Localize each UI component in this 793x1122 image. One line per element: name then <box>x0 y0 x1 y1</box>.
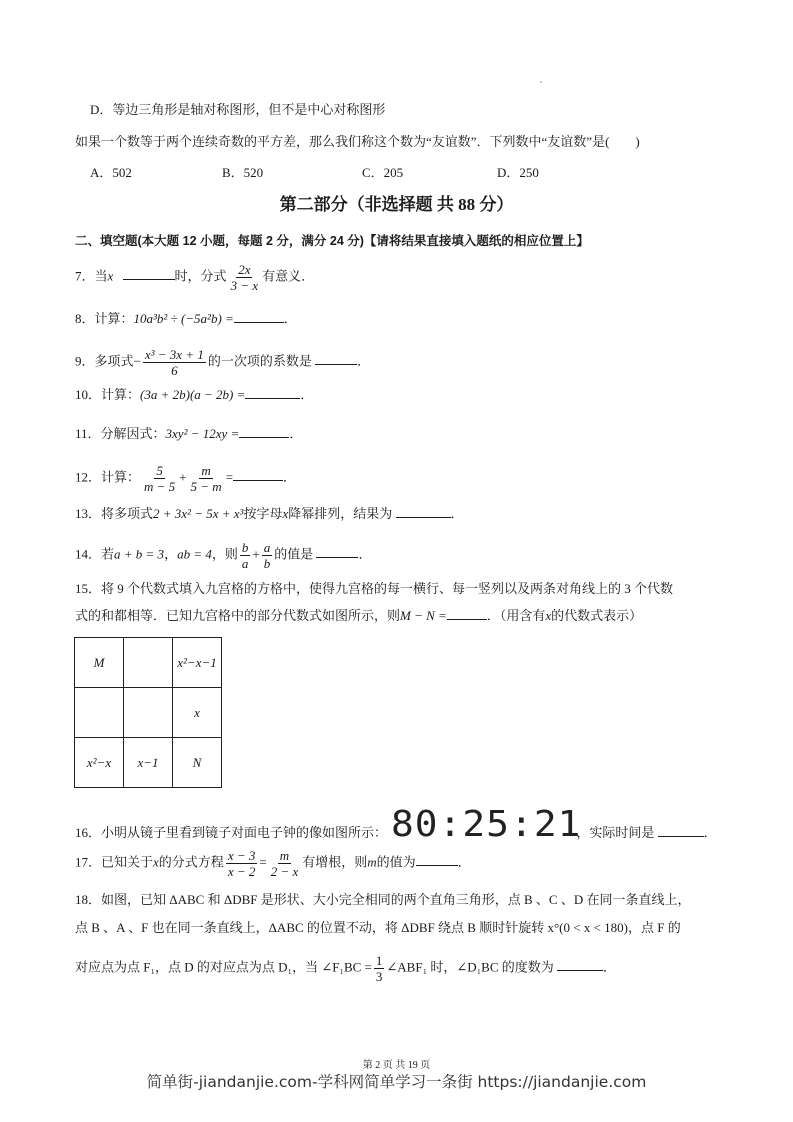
q17-f1-numerator: x − 3 <box>227 848 256 863</box>
q18-line-2: 点 B 、A 、F 也在同一条直线上，ΔABC 的位置不动，将 ΔDBF 绕点 B 顺时针旋转 x°(0 < x < 180)，点 F 的 <box>75 920 681 935</box>
question-6 <box>75 133 640 151</box>
q12-f2-numerator: m <box>201 463 211 478</box>
question-12 <box>75 463 296 494</box>
q15-answer-blank[interactable] <box>447 607 487 620</box>
q9-sign: − <box>133 353 141 369</box>
q9-suffix: 的一次项的系数是 <box>207 353 312 369</box>
q17-f2-denominator: 2 − x <box>270 864 299 879</box>
grid-cell <box>124 638 173 688</box>
q17-suffix2: 的值为 <box>376 854 416 870</box>
q15-text-b: ．（用含有 <box>486 608 546 623</box>
q12-f2-denominator: 5 − m <box>190 479 222 494</box>
q6-option-d[interactable]: D．250 <box>497 165 539 180</box>
q7-mid: 时，分式 <box>174 268 227 284</box>
question-16 <box>75 804 717 852</box>
q12-fraction-2 <box>189 463 224 494</box>
q15-text-c: 的代数式表示） <box>551 608 643 623</box>
part2-title: 第二部分（非选择题 共 88 分） <box>279 195 514 214</box>
q7-denominator: 3 − x <box>230 278 259 293</box>
q7-fraction <box>229 262 261 293</box>
q16-end: ． <box>703 824 717 840</box>
grid-row <box>75 638 222 688</box>
q12-prefix: 12．计算： <box>75 469 141 485</box>
q18-end: ． <box>603 959 617 975</box>
q10-prefix: 10．计算： <box>75 387 141 402</box>
q17-suffix: 有增根，则 <box>302 854 368 870</box>
q18-line-3 <box>75 953 616 984</box>
q14-separator: ， <box>164 546 178 562</box>
q13-expression: 2 + 3x² − 5x + x³ <box>153 506 244 521</box>
q7-answer-blank[interactable] <box>123 267 175 280</box>
q9-prefix: 9．多项式 <box>75 353 134 369</box>
q15-line-2 <box>75 607 642 625</box>
question-8 <box>75 310 297 328</box>
q18-fraction <box>374 953 385 984</box>
q14-condition-2: ab = 4 <box>177 546 212 562</box>
q18-line-1: 18．如图，已知 ΔABC 和 ΔDBF 是形状、大小完全相同的两个直角三角形，点 B 、C 、D 在同一条直线上， <box>75 892 691 907</box>
grid-cell <box>75 688 124 738</box>
q11-answer-blank[interactable] <box>239 425 289 438</box>
mirrored-digital-clock: 80:25:21 <box>391 804 582 845</box>
grid-cell: x−1 <box>124 738 173 788</box>
q14-answer-blank[interactable] <box>316 545 358 558</box>
q16-answer-blank[interactable] <box>658 824 704 837</box>
question-13 <box>75 505 464 523</box>
q7-suffix: 有意义． <box>262 268 315 284</box>
q15-var: x <box>545 608 552 623</box>
q17-answer-blank[interactable] <box>416 853 458 866</box>
q16-prefix: 16．小明从镜子里看到镜子对面电子钟的像如图所示： <box>75 824 388 840</box>
q13-var: x <box>282 506 289 521</box>
q11-end: ． <box>289 426 303 441</box>
q9-denominator: 6 <box>171 363 178 378</box>
q6-options <box>90 164 539 182</box>
q13-prefix: 13．将多项式 <box>75 506 154 521</box>
q12-f1-numerator: 5 <box>156 463 163 478</box>
grid-cell: N <box>173 738 222 788</box>
q18-denominator: 3 <box>375 969 383 984</box>
q17-fraction-2 <box>269 848 301 879</box>
q16-suffix: ，实际时间是 <box>576 824 655 840</box>
q15-line-1: 15．将 9 个代数式填入九宫格的方格中，使得九宫格的每一横行、每一竖列以及两条对角线上的 3 个代数 <box>75 581 674 596</box>
scan-speck <box>540 81 542 83</box>
q11-expression: 3xy² − 12xy = <box>165 426 240 441</box>
q9-answer-blank[interactable] <box>315 352 357 365</box>
grid-cell: x²−x <box>75 738 124 788</box>
q10-expression: (3a + 2b)(a − 2b) = <box>140 387 246 402</box>
q18-numerator: 1 <box>375 953 383 968</box>
q13-suffix: 降幂排列，结果为 <box>288 506 393 521</box>
q8-suffix: ． <box>283 311 297 326</box>
q18-answer-blank[interactable] <box>557 958 603 971</box>
q14-then: ，则 <box>211 546 238 562</box>
q10-answer-blank[interactable] <box>245 386 300 399</box>
q7-var: x <box>107 268 114 284</box>
q17-fraction-1 <box>226 848 258 879</box>
section-heading: 二、填空题(本大题 12 小题，每题 2 分，满分 24 分)【请将结果直接填入题纸的相应位置上】 <box>75 234 589 248</box>
q7-numerator: 2x <box>238 262 251 277</box>
q10-end: ． <box>300 387 314 402</box>
grid-row <box>75 738 222 788</box>
q8-prefix: 8．计算： <box>75 311 134 326</box>
q8-expression: 10a³b² ÷ (−5a²b) = <box>133 311 234 326</box>
q7-prefix: 7．当 <box>75 268 108 284</box>
question-14 <box>75 540 372 571</box>
q12-fraction-1 <box>142 463 177 494</box>
question-7 <box>75 262 314 293</box>
q15-text-a: 式的和都相等．已知九宫格中的部分代数式如图所示，则 <box>75 608 401 623</box>
grid-cell: x²−x−1 <box>173 638 222 688</box>
q6-text: 如果一个数等于两个连续奇数的平方差，那么我们称这个数为“友谊数”．下列数中“友谊数”是( ) <box>75 134 640 149</box>
q14-suffix: 的值是 <box>274 546 314 562</box>
question-11 <box>75 425 302 443</box>
question-17 <box>75 848 471 879</box>
question-10 <box>75 386 313 404</box>
q14-plus: + <box>252 546 260 562</box>
q17-end: ． <box>457 854 471 870</box>
q14-f2-numerator: a <box>263 540 271 555</box>
q12-end: ． <box>283 469 297 485</box>
q8-answer-blank[interactable] <box>234 310 284 323</box>
q13-end: ． <box>450 506 464 521</box>
grid-cell: M <box>75 638 124 688</box>
q12-plus: + <box>179 469 187 485</box>
magic-square-grid <box>74 637 222 788</box>
q15-expression: M − N = <box>400 608 447 623</box>
q12-answer-blank[interactable] <box>233 468 283 481</box>
q14-fraction-1 <box>240 540 251 571</box>
q14-prefix: 14．若 <box>75 546 115 562</box>
q17-equals: = <box>259 854 267 870</box>
q18-text-a: 对应点为点 F₁，点 D 的对应点为点 D₁，当 ∠F₁BC = <box>75 959 372 975</box>
q9-fraction <box>143 347 206 378</box>
page-number: 第 2 页 共 19 页 <box>362 1060 431 1071</box>
q13-answer-blank[interactable] <box>396 505 451 518</box>
q17-var2: m <box>367 854 377 870</box>
q6-option-a[interactable]: A．502 <box>90 165 132 180</box>
q12-f1-denominator: m − 5 <box>144 479 176 494</box>
q18-text-b: ∠ABF₁ 时，∠D₁BC 的度数为 <box>386 959 554 975</box>
grid-cell: x <box>173 688 222 738</box>
q5-option-d: D．等边三角形是轴对称图形，但不是中心对称图形 <box>90 102 386 117</box>
q9-numerator: x³ − 3x + 1 <box>144 347 204 362</box>
grid-row <box>75 688 222 738</box>
q17-prefix: 17．已知关于 <box>75 854 154 870</box>
q14-f2-denominator: b <box>263 556 271 571</box>
q9-end: ． <box>357 353 371 369</box>
q14-end: ． <box>358 546 372 562</box>
question-9 <box>75 347 370 378</box>
q6-option-b[interactable]: B．520 <box>222 165 264 180</box>
q17-var: x <box>153 854 159 870</box>
q14-fraction-2 <box>262 540 273 571</box>
q17-f1-denominator: x − 2 <box>227 864 256 879</box>
q14-f1-denominator: a <box>241 556 249 571</box>
q17-mid: 的分式方程 <box>158 854 224 870</box>
grid-cell <box>124 688 173 738</box>
q17-f2-numerator: m <box>279 848 290 863</box>
q13-mid: 按字母 <box>243 506 283 521</box>
q14-f1-numerator: b <box>241 540 249 555</box>
q14-condition-1: a + b = 3 <box>114 546 165 562</box>
q6-option-c[interactable]: C．205 <box>362 165 404 180</box>
q12-equals: = <box>225 469 234 485</box>
q11-prefix: 11．分解因式： <box>75 426 166 441</box>
watermark-footer: 简单街-jiandanjie.com-学科网简单学习一条街 https://jiandanjie.com <box>146 1073 647 1091</box>
